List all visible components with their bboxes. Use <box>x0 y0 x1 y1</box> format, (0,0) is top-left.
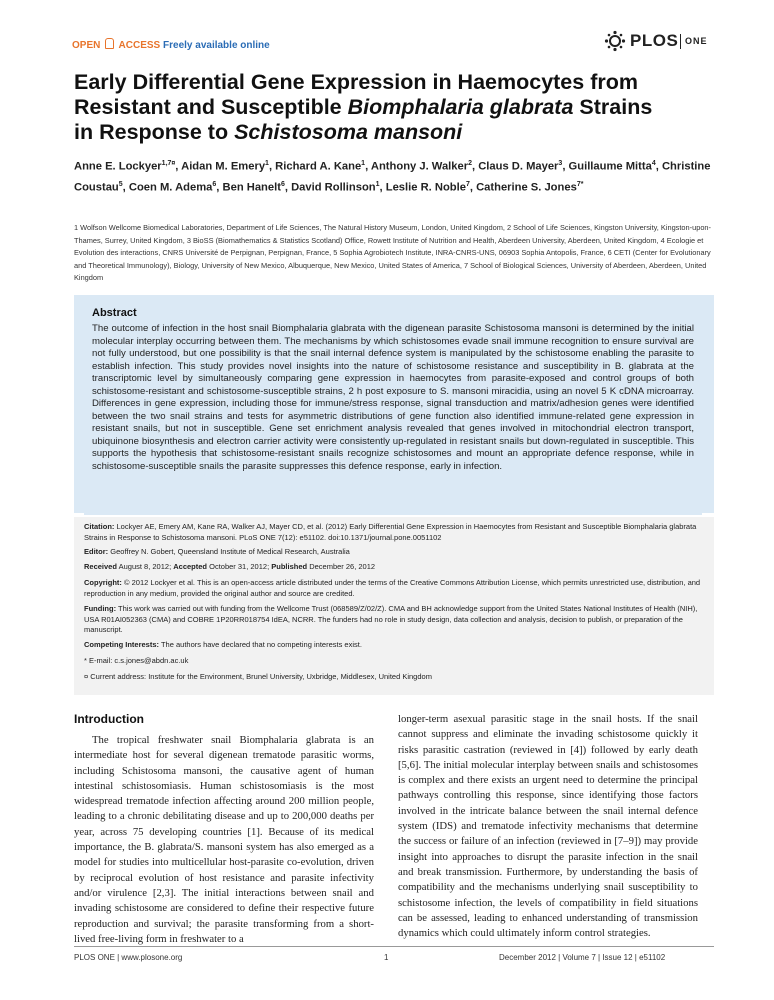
title-line-2 <box>74 95 714 120</box>
title-line-2-species: Biomphalaria glabrata <box>347 95 574 119</box>
introduction-heading: Introduction <box>74 712 144 726</box>
citation-label: Citation: <box>84 522 115 531</box>
published-label: Published <box>271 562 308 571</box>
lock-icon <box>105 38 114 49</box>
author-affiliation-mark: 7* <box>576 181 584 189</box>
title-line-1: Early Differential Gene Expression in Haemocytes from <box>74 70 638 94</box>
plos-logo <box>604 31 714 53</box>
competing-label: Competing Interests: <box>84 640 160 649</box>
footer-issue: December 2012 | Volume 7 | Issue 12 | e51102 <box>499 953 666 962</box>
citation-text[interactable]: Lockyer AE, Emery AM, Kane RA, Walker AJ, Mayer CD, et al. (2012) Early Differential Gene Expression in Haemocytes from Resistant and Susceptible Biomphalaria glabrata Strains in Response to Schistosoma mansoni. PLoS ONE 7(12): e51102. doi:10.1371/journal.pone.0051102 <box>84 522 697 542</box>
author-name: Anthony J. Walker <box>370 160 469 173</box>
author-affiliation-mark: 1 <box>375 181 380 189</box>
abstract-inner <box>84 301 702 515</box>
received-label: Received <box>84 562 117 571</box>
author-name: Coen M. Adema <box>128 181 213 194</box>
email[interactable]: * E-mail: c.s.jones@abdn.ac.uk <box>84 656 189 665</box>
author-affiliation-mark: 6 <box>280 181 285 189</box>
editor-text: Geoffrey N. Gobert, Queensland Institute of Medical Research, Australia <box>110 547 350 556</box>
page-number: 1 <box>384 953 389 962</box>
author-affiliation-mark: 1 <box>361 160 366 167</box>
author-affiliation-mark: 7 <box>465 181 470 189</box>
author-name: Richard A. Kane <box>275 160 362 173</box>
article-metadata <box>74 517 714 695</box>
author-affiliation-mark: 5 <box>118 181 123 189</box>
competing-text: The authors have declared that no competing interests exist. <box>160 640 362 649</box>
title-line-3-species: Schistosoma mansoni <box>234 120 463 144</box>
footer-journal[interactable]: PLOS ONE | www.plosone.org <box>74 953 183 962</box>
abstract-box <box>74 295 714 513</box>
logo-divider <box>680 34 681 49</box>
citation <box>84 522 704 543</box>
dates <box>84 562 704 573</box>
author-name: Catherine S. Jones <box>476 181 577 194</box>
funding-text: This work was carried out with funding from the Wellcome Trust (068589/Z/02/Z). CMA and BH acknowledge support from the United States National Institutes of Health (NIH), USA R01AI052363 (CMA) and COBRE 1P20RR018754 IdEA, NCRR. The funders had no role in study design, data collection and analysis, decision to publish, or preparation of the manuscript. <box>84 604 698 634</box>
plos-mark-icon <box>604 30 626 52</box>
current-address: ¤ Current address: Institute for the Environment, Brunel University, Uxbridge, Middlesex, United Kingdom <box>84 672 432 681</box>
title-line-3 <box>74 120 714 145</box>
article-title <box>74 70 714 145</box>
competing-interests <box>84 640 704 651</box>
author-affiliation-mark: 4 <box>651 160 656 167</box>
author-name: Claus D. Mayer <box>478 160 559 173</box>
copyright-text: © 2012 Lockyer et al. This is an open-access article distributed under the terms of the Creative Commons Attribution License, which permits unrestricted use, distribution, and reproduction in any medium, provided the original author and source are credited. <box>84 578 701 598</box>
copyright <box>84 578 704 599</box>
editor <box>84 547 704 558</box>
author-name: Aidan M. Emery <box>181 160 266 173</box>
open-label: OPEN <box>72 40 101 51</box>
access-label: ACCESS <box>118 40 161 51</box>
author-name: Ben Hanelt <box>222 181 281 194</box>
accepted-label: Accepted <box>173 562 208 571</box>
author-affiliation-mark: 6 <box>212 181 217 189</box>
published-date: December 26, 2012 <box>309 562 376 571</box>
author-name: Leslie R. Noble <box>385 181 466 194</box>
open-access-banner <box>72 38 270 51</box>
plos-wordmark: PLOS <box>630 31 679 50</box>
funding <box>84 604 704 636</box>
received-date: August 8, 2012; <box>118 562 172 571</box>
author-affiliation-mark: 2 <box>468 160 472 167</box>
author-name: David Rollinson <box>291 181 376 194</box>
abstract-heading: Abstract <box>92 307 137 319</box>
funding-label: Funding: <box>84 604 117 613</box>
author-name: Anne E. Lockyer <box>74 160 162 173</box>
author-name: Christine Coustau <box>74 160 711 194</box>
author-affiliation-mark: 3 <box>558 160 563 167</box>
author-affiliation-mark: 1,7¤ <box>161 160 176 167</box>
intro-left-column <box>74 733 374 947</box>
title-line-2-a: Resistant and Susceptible <box>74 95 348 119</box>
intro-right-column <box>398 712 698 941</box>
abstract-text: The outcome of infection in the host snail Biomphalaria glabrata with the digenean parasite Schistosoma mansoni is determined by the initial molecular interplay occurring between them. The mechanisms by which schistosomes evade snail immune recognition to ensure survival are not fully understood, but one possibility is that the snail internal defence system is manipulated by the schistosome enabling the parasite to establish infection. This study provides novel insights into the nature of schistosome resistance and susceptibility in B. glabrata at the transcriptomic level by simultaneously comparing gene expression in haemocytes from parasite-exposed and control groups of both schistosome-resistant and schistosome-susceptible strains, 2 h post exposure to S. mansoni miracidia, using an novel 5 K cDNA microarray. Differences in gene expression, including those for immune/stress response, signal transduction and matrix/adhesion genes were identified between the two snail strains and tests for asymmetric distributions of gene function also identified immune-related gene expression in resistant snails, but not in susceptible. Gene set enrichment analysis revealed that genes involved in mitochondrial electron transport, ubiquinone biosynthesis and electron carrier activity were consistently up-regulated in resistant snails but down-regulated in susceptible. This supports the hypothesis that schistosome-resistant snails recognize schistosomes and mount an appropriate defence response, while in schistosome-susceptible snails the parasite suppresses this defence response, early in infection. <box>92 323 694 472</box>
title-line-2-c: Strains <box>573 95 653 119</box>
author-list: Anne E. Lockyer$^{1,7¤}$, Aidan M. Emery$^1$, Richard A. Kane$^1$, Anthony J. Walker$^2$, Claus D. Mayer$^3$, Guillaume Mitta$^4$, Christine Coustau$^5$, Coen M. Adema$^6$, Ben Hanelt$^6$, David Rollinson$^1$, Leslie R. Noble$^7$, Catherine S. Jones$^{7*}$ <box>74 160 711 194</box>
intro-right-text: longer-term asexual parasitic stage in the snail hosts. If the snail cannot suppress and eliminate the invading schistosome quickly it risks parasitic castration (reviewed in [4]) followed by early death [5,6]. The initial molecular interplay between snails and schistosomes is complex and there exists an urgent need to determine the principal pathways controlling this response, since identifying those factors involved in the intricate balance between the snail internal defence system (IDS) and trematode infectivity mechanisms that determine the success or failure of an infection (reviewed in [7–9]) may provide insight into approaches to disrupt the parasite infection in the snail and break transmission. Furthermore, by understanding the basis of compatibility and the mechanisms underlying snail susceptibility to schistosome infection, the levels of compatibility in field situations can be assessed, leading to enhanced understanding of transmission dynamics which could ultimately inform control strategies. <box>398 713 698 940</box>
freely-available-label: Freely available online <box>163 40 270 51</box>
copyright-label: Copyright: <box>84 578 122 587</box>
editor-label: Editor: <box>84 547 109 556</box>
one-wordmark: ONE <box>685 36 708 46</box>
author-name: Guillaume Mitta <box>568 160 652 173</box>
accepted-date: October 31, 2012; <box>209 562 270 571</box>
intro-left-text: The tropical freshwater snail Biomphalaria glabrata is an intermediate host for several digenean trematode parasitic worms, including Schistosoma mansoni, the causative agent of human intestinal schistosomiasis. Human schistosomiasis is the most widespread trematode infection affecting around 200 million people, leading to a chronic debilitating disease and up to 200,000 deaths per year, across 75 developing countries [1]. Because of its medical importance, the B. glabrata/S. mansoni system has also emerged as a model for studies into multicellular host-parasite co-evolution, driven by reciprocal evolution of host resistance and parasite infectivity and/or virulence [2,3]. The initial interactions between snail and invading schistosome are considered to define their respective future reproduction and survival; the parasite transforming from a short-lived free-living form in freshwater to a <box>74 734 374 945</box>
author-affiliation-mark: 1 <box>265 160 269 167</box>
affiliations: 1 Wolfson Wellcome Biomedical Laboratories, Department of Life Sciences, The Natural History Museum, London, United Kingdom, 2 School of Life Sciences, Kingston University, Kingston-upon-Thames, Surrey, United Kingdom, 3 BioSS (Biomathematics & Statistics Scotland) Office, Rowett Institute of Nutrition and Health, Aberdeen University, Aberdeen, United Kingdom, 4 Ecologie et Evolution des interactions, CNRS Université de Perpignan, Perpignan, France, 5 Sophia Agrobiotech Institute, INRA-CNRS-UNS, 06903 Sophia Antopolis, France, 6 CETI (Center for Evolutionary and Theoretical Immunology), Biology, University of New Mexico, Albuquerque, New Mexico, United States of America, 7 School of Biological Sciences, University of Aberdeen, Aberdeen, United Kingdom <box>74 223 712 283</box>
footer-rule <box>74 946 714 947</box>
title-line-3-a: in Response to <box>74 120 235 144</box>
